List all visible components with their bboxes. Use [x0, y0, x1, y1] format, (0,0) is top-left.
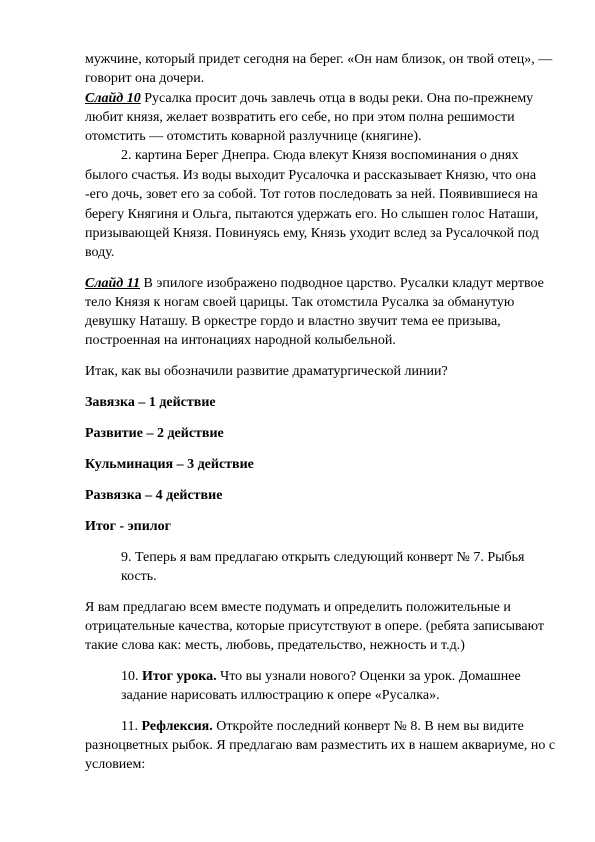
- item11-number: 11.: [121, 719, 142, 734]
- para-line-1: Я вам предлагаю всем вместе подумать и определить положительные и: [85, 600, 511, 615]
- item2-line-4: берегу Княгиня и Ольга, пытаются удержать его. Но слышен голос Наташи,: [85, 207, 539, 222]
- slide10-line-3: отомстить — отомстить коварной разлучнице (княгине).: [85, 129, 422, 144]
- item2-line-6: воду.: [85, 245, 115, 260]
- slide10-line-1: [85, 89, 533, 108]
- slide11-label: Слайд 11: [85, 276, 140, 291]
- slide11-line-1: [85, 274, 544, 293]
- slide10-label: Слайд 10: [85, 91, 141, 106]
- item9-line-2: кость.: [121, 569, 157, 584]
- item10-number: 10.: [121, 669, 142, 684]
- item2-line-5: призывающей Князя. Повинуясь ему, Князь уходит вслед за Русалочкой под: [85, 226, 539, 241]
- stage-epilogue: Итог - эпилог: [85, 519, 171, 534]
- slide11-text: В эпилоге изображено подводное царство. Русалки кладут мертвое: [139, 276, 544, 291]
- item11-heading: Рефлексия.: [141, 719, 213, 734]
- item10-text: Что вы узнали нового? Оценки за урок. Домашнее: [216, 669, 521, 684]
- item2-line-3: -его дочь, зовет его за собой. Тот готов последовать за ней. Появившиеся на: [85, 187, 538, 202]
- item9-line-1: 9. Теперь я вам предлагаю открыть следующий конверт № 7. Рыбья: [121, 550, 525, 565]
- intro-line-2: говорит она дочери.: [85, 71, 205, 86]
- item10-line-2: задание нарисовать иллюстрацию к опере «Русалка».: [121, 688, 440, 703]
- item11-text: Откройте последний конверт № 8. В нем вы видите: [212, 719, 524, 734]
- stage-climax: Кульминация – 3 действие: [85, 457, 254, 472]
- intro-line-1: мужчине, который придет сегодня на берег. «Он нам близок, он твой отец», —: [85, 52, 553, 67]
- slide11-line-4: построенная на интонациях народной колыбельной.: [85, 333, 396, 348]
- stage-development: Развитие – 2 действие: [85, 426, 224, 441]
- para-line-2: отрицательные качества, которые присутствуют в опере. (ребята записывают: [85, 619, 545, 634]
- slide10-text: Русалка просит дочь завлечь отца в воды реки. Она по-прежнему: [140, 91, 534, 106]
- item2-line-2: былого счастья. Из воды выходит Русалочка и рассказывает Князю, что она: [85, 168, 537, 183]
- item11-line-1: [121, 717, 524, 736]
- slide10-line-2: любит князя, желает возвратить его себе, но при этом полна решимости: [85, 110, 515, 125]
- item2-line-1: 2. картина Берег Днепра. Сюда влекут Князя воспоминания о днях: [121, 148, 519, 163]
- item11-line-2: разноцветных рыбок. Я предлагаю вам разместить их в нашем аквариуме, но с: [85, 738, 556, 753]
- slide11-line-3: девушку Наташу. В оркестре гордо и властно звучит тема ее призыва,: [85, 314, 501, 329]
- item10-line-1: [121, 667, 521, 686]
- slide11-line-2: тело Князя к ногам своей царицы. Так отомстила Русалка за обманутую: [85, 295, 515, 310]
- item11-line-3: условием:: [85, 757, 146, 772]
- stage-resolution: Развязка – 4 действие: [85, 488, 223, 503]
- item10-heading: Итог урока.: [142, 669, 217, 684]
- para-line-3: такие слова как: месть, любовь, предательство, нежность и т.д.): [85, 638, 465, 653]
- question-line: Итак, как вы обозначили развитие драматургической линии?: [85, 364, 448, 379]
- stage-exposition: Завязка – 1 действие: [85, 395, 216, 410]
